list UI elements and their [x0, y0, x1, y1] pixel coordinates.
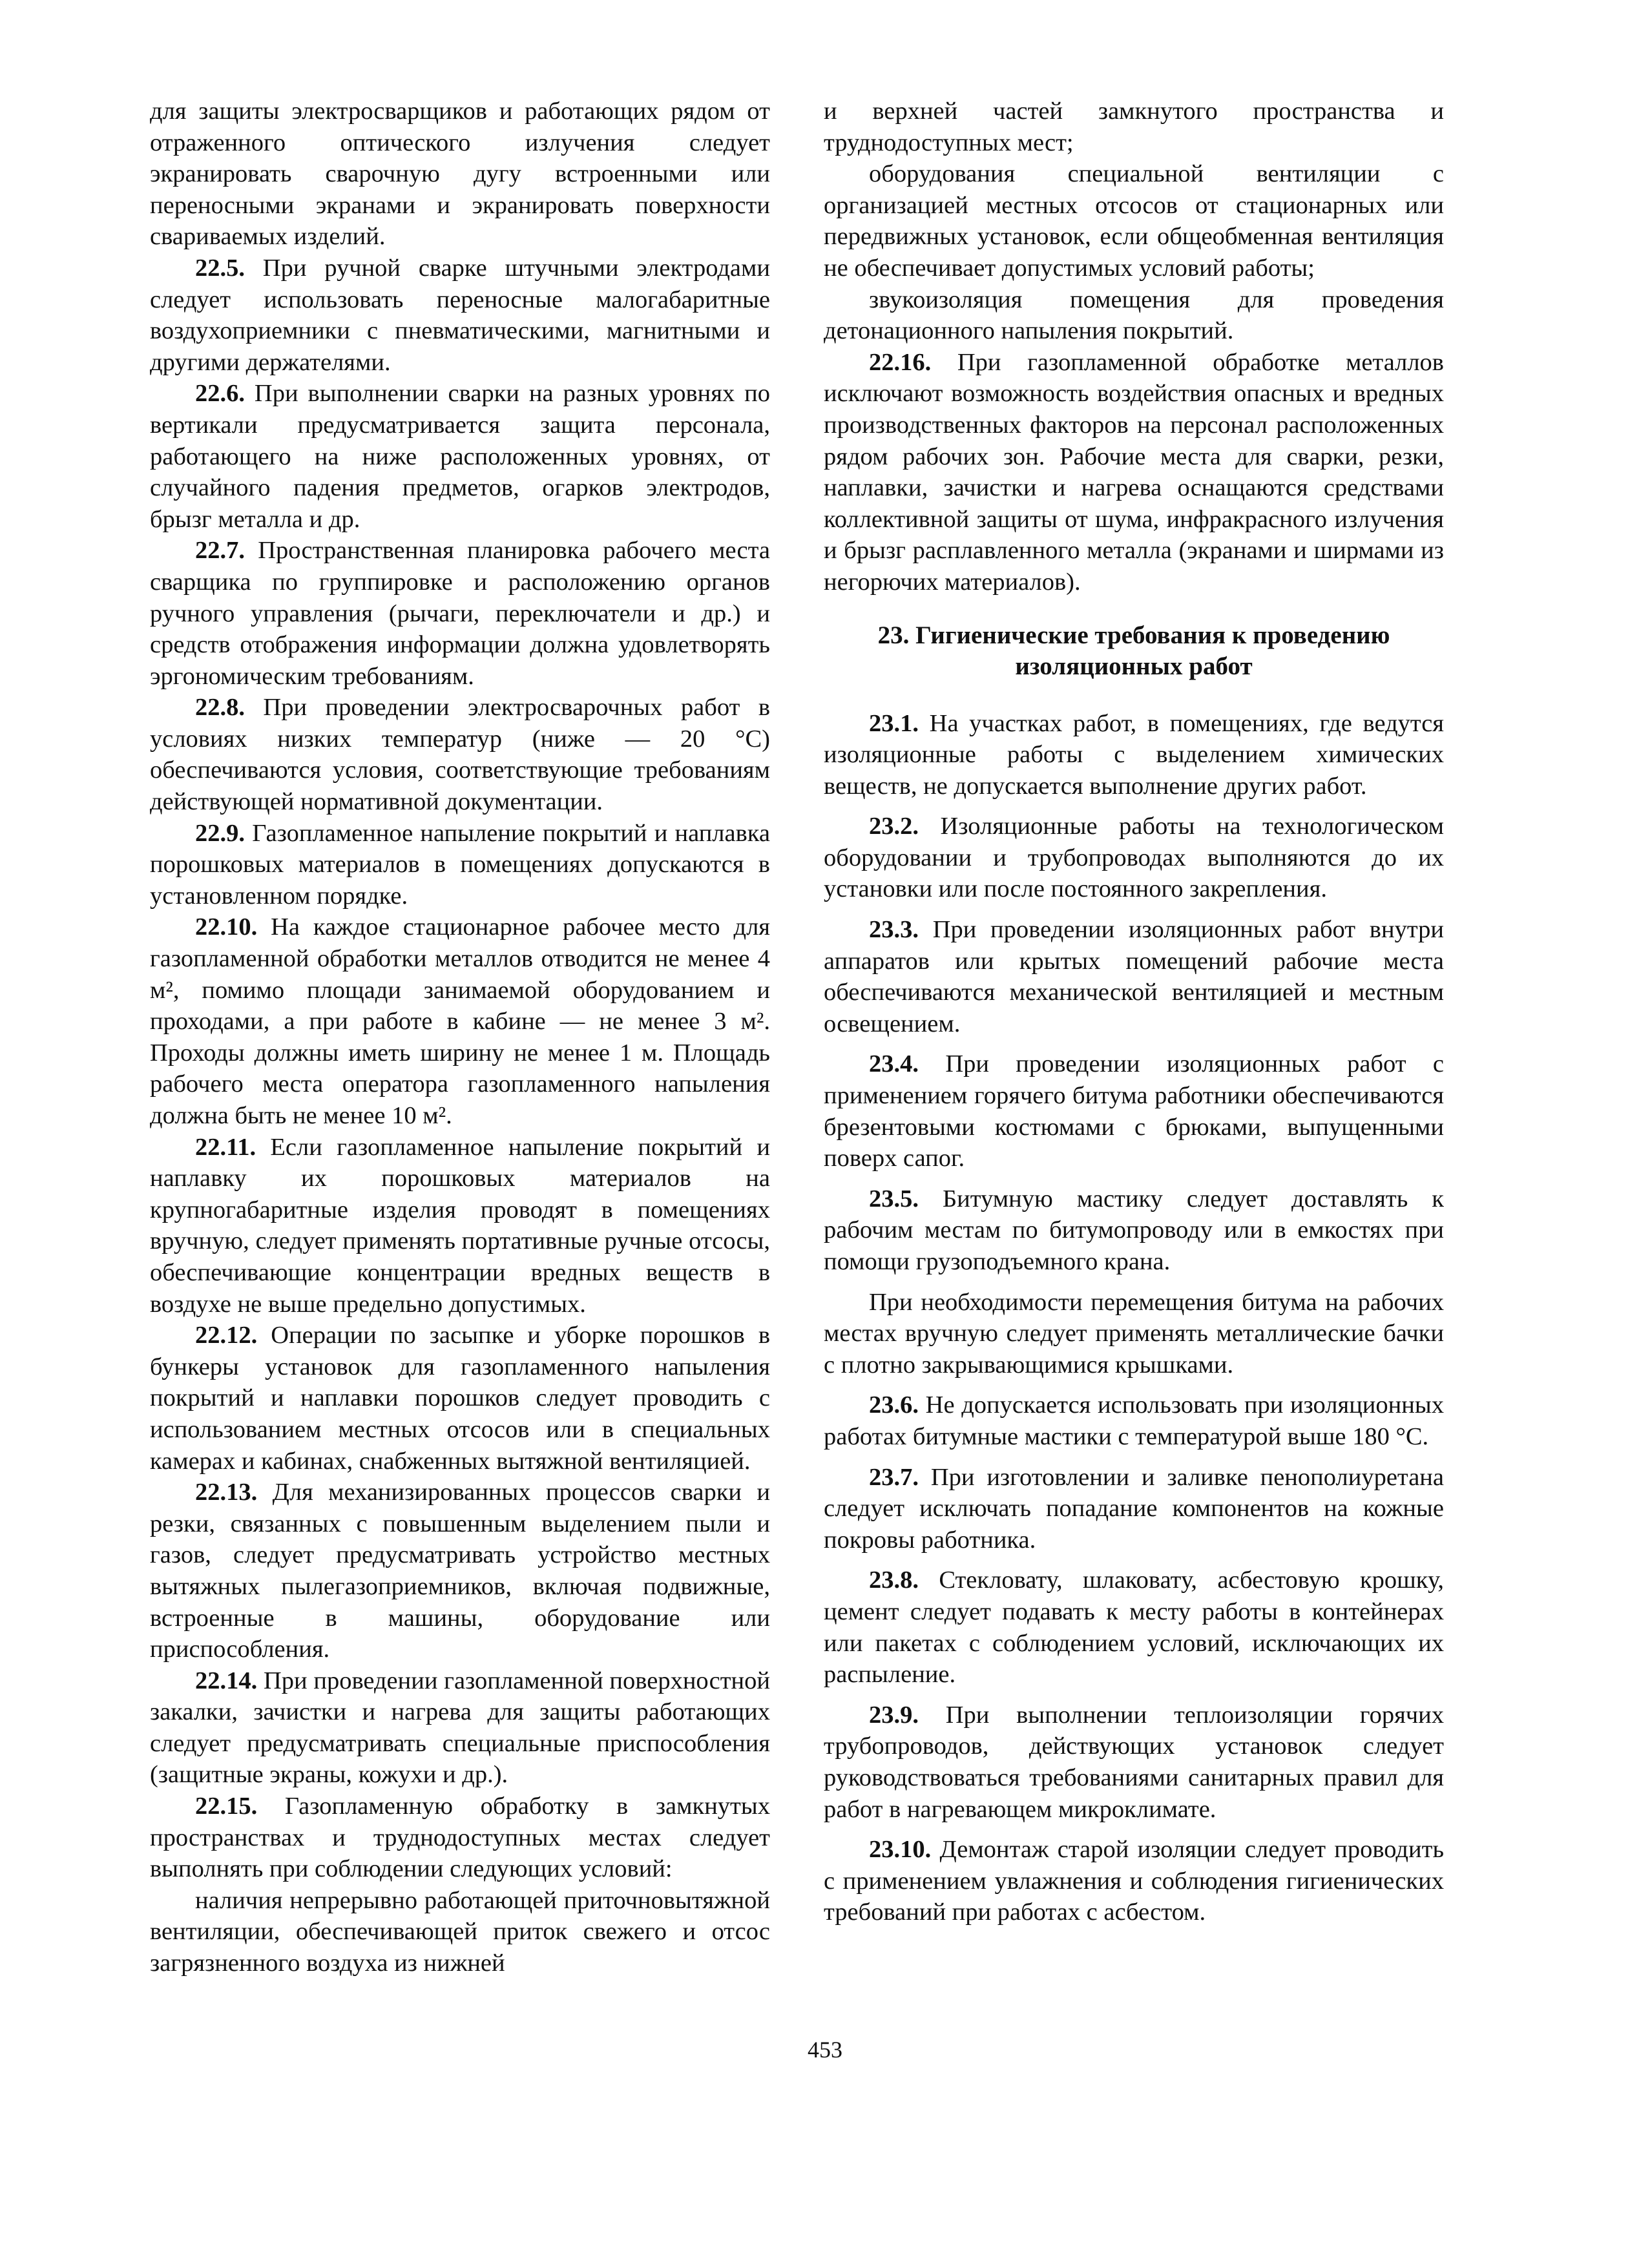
section-heading-line: 23. Гигиенические требования к проведению — [877, 621, 1390, 649]
paragraph-23-7 — [824, 1462, 1444, 1556]
clause-number: 22.11. — [195, 1133, 256, 1161]
clause-number: 23.3. — [869, 916, 919, 944]
paragraph-text: Газопламенное напыление покрытий и наплавка порошковых материалов в помещениях допускаются в установленном порядке. — [150, 819, 770, 910]
paragraph-text: Операции по засыпке и уборке порошков в бункеры установок для газопламенного напыления покрытий и наплавки порошков следует проводить с использованием местных отсосов или в специальных камерах и кабинах, снабженных вытяжной вентиляцией. — [150, 1322, 770, 1475]
clause-number: 23.9. — [869, 1701, 919, 1729]
left-column — [150, 96, 770, 1979]
paragraph-23-3 — [824, 914, 1444, 1039]
paragraph-text: При необходимости перемещения битума на рабочих местах вручную следует применять металлические бачки с плотно закрывающимися крышками. — [824, 1288, 1444, 1378]
paragraph-text: При проведении электросварочных работ в условиях низких температур (ниже — 20 °С) обеспечиваются условия, соответствующие требованиям действующей нормативной документации. — [150, 694, 770, 816]
paragraph-text: Изоляционные работы на технологическом оборудовании и трубопроводах выполняются до их установки или после постоянного закрепления. — [824, 813, 1444, 903]
paragraph-text: На каждое стационарное рабочее место для газопламенной обработки металлов отводится не менее 4 м², помимо площади занимаемой оборудованием и проходами, а при работе в кабине — не менее 3 м². Проходы должны иметь ширину не менее 1 м. Площадь рабочего места оператора газопламенного напыления должна быть не менее 10 м². — [150, 913, 770, 1129]
clause-number: 23.6. — [869, 1391, 919, 1419]
paragraph-text: Газопламенную обработку в замкнутых пространствах и труднодоступных местах следует выполнять при соблюдении следующих условий: — [150, 1793, 770, 1883]
paragraph-text: На участках работ, в помещениях, где ведутся изоляционные работы с выделением химических веществ, не допускается выполнение других работ. — [824, 709, 1444, 800]
paragraph-23-4 — [824, 1048, 1444, 1174]
paragraph-text: При изготовлении и заливке пенополиуретана следует исключать попадание компонентов на кожные покровы работника. — [824, 1463, 1444, 1554]
paragraph-23-5-note — [824, 1287, 1444, 1381]
paragraph-text: для защиты электросварщиков и работающих рядом от отраженного оптического излучения следует экранировать сварочную дугу встроенными или переносными экранами и экранировать поверхности свариваемых изделий. — [150, 98, 770, 251]
paragraph-text: Не допускается использовать при изоляционных работах битумные мастики с температурой выше 180 °С. — [824, 1391, 1444, 1450]
clause-number: 22.14. — [195, 1667, 258, 1694]
paragraph-text: При газопламенной обработке металлов исключают возможность воздействия опасных и вредных производственных факторов на персонал расположенных рядом рабочих зон. Рабочие места для сварки, резки, наплавки, зачистки и нагрева оснащаются средствами коллективной защиты от шума, инфракрасного излучения и брызг расплавленного металла (экранами и ширмами из негорючих материалов). — [824, 348, 1444, 596]
clause-number: 22.6. — [195, 380, 245, 408]
clause-number: 23.4. — [869, 1050, 919, 1078]
paragraph-23-1 — [824, 708, 1444, 802]
clause-number: 23.7. — [869, 1463, 919, 1491]
right-column — [824, 96, 1444, 1928]
paragraph-23-10 — [824, 1834, 1444, 1928]
paragraph-text: оборудования специальной вентиляции с организацией местных отсосов от стационарных или передвижных установок, если общеобменная вентиляция не обеспечивает допустимых условий работы; — [824, 160, 1444, 282]
paragraph-text: Битумную мастику следует доставлять к рабочим местам по битумопроводу или в емкостях при помощи грузоподъемного крана. — [824, 1185, 1444, 1275]
paragraph-23-2 — [824, 811, 1444, 905]
paragraph-text: При проведении изоляционных работ внутри аппаратов или крытых помещений рабочие места обеспечиваются механической вентиляцией и местным освещением. — [824, 916, 1444, 1037]
paragraph-text: Стекловату, шлаковату, асбестовую крошку, цемент следует подавать к месту работы в контейнерах или пакетах с соблюдением условий, исключающих их распыление. — [824, 1566, 1444, 1689]
paragraph-22-6 — [150, 378, 770, 535]
paragraph-condition — [824, 158, 1444, 284]
paragraph-text: Демонтаж старой изоляции следует проводить с применением увлажнения и соблюдения гигиенических требований при работах с асбестом. — [824, 1836, 1444, 1926]
paragraph-text: наличия непрерывно работающей приточновытяжной вентиляции, обеспечивающей приток свежего и отсос загрязненного воздуха из нижней — [150, 1886, 770, 1977]
paragraph-text: При ручной сварке штучными электродами следует использовать переносные малогабаритные воздухоприемники с пневматическими, магнитными и другими держателями. — [150, 254, 770, 376]
paragraph-22-16 — [824, 347, 1444, 598]
clause-number: 23.8. — [869, 1566, 919, 1594]
section-heading-line: изоляционных работ — [1015, 652, 1253, 680]
clause-number: 22.5. — [195, 254, 245, 282]
clause-number: 23.10. — [869, 1836, 932, 1864]
paragraph-text: Для механизированных процессов сварки и резки, связанных с повышенным выделением пыли и газов, следует предусматривать устройство местных вытяжных пылегазоприемников, включая подвижные, встроенные в машины, оборудование или приспособления. — [150, 1479, 770, 1663]
paragraph-22-5 — [150, 253, 770, 378]
clause-number: 22.16. — [869, 348, 932, 376]
clause-number: 22.7. — [195, 537, 245, 565]
paragraph-text: и верхней частей замкнутого пространства и труднодоступных мест; — [824, 98, 1444, 156]
paragraph-22-14 — [150, 1665, 770, 1791]
clause-number: 22.13. — [195, 1479, 258, 1506]
paragraph-condition — [150, 1885, 770, 1979]
paragraph-22-8 — [150, 692, 770, 817]
paragraph-22-12 — [150, 1320, 770, 1477]
clause-number: 22.15. — [195, 1793, 258, 1820]
paragraph-23-9 — [824, 1700, 1444, 1825]
paragraph-text: звукоизоляция помещения для проведения детонационного напыления покрытий. — [824, 286, 1444, 345]
section-heading — [824, 620, 1444, 682]
paragraph-22-7 — [150, 535, 770, 692]
paragraph-text: Если газопламенное напыление покрытий и наплавку их порошковых материалов на крупногабаритные изделия проводят в помещениях вручную, следует применять портативные ручные отсосы, обеспечивающие концентрации вредных веществ в воздухе не выше предельно допустимых. — [150, 1133, 770, 1318]
clause-number: 22.9. — [195, 819, 245, 847]
paragraph-text: При проведении газопламенной поверхностной закалки, зачистки и нагрева для защиты работающих следует предусматривать специальные приспособления (защитные экраны, кожухи и др.). — [150, 1667, 770, 1789]
paragraph-text: При выполнении теплоизоляции горячих трубопроводов, действующих установок следует руководствоваться требованиями санитарных правил для работ в нагревающем микроклимате. — [824, 1701, 1444, 1823]
paragraph-22-11 — [150, 1132, 770, 1320]
paragraph-23-8 — [824, 1565, 1444, 1690]
clause-number: 23.2. — [869, 813, 919, 840]
paragraph-text: Пространственная планировка рабочего места сварщика по группировке и расположению органов ручного управления (рычаги, переключатели и др.) и средств отображения информации должна удовлетворять эргономическим требованиям. — [150, 537, 770, 690]
clause-number: 22.10. — [195, 913, 258, 941]
page-number: 453 — [808, 2037, 842, 2063]
paragraph-23-5 — [824, 1183, 1444, 1278]
clause-number: 22.8. — [195, 694, 245, 722]
clause-number: 22.12. — [195, 1322, 258, 1349]
paragraph-text: При выполнении сварки на разных уровнях по вертикали предусматривается защита персонала, работающего на ниже расположенных уровнях, от случайного падения предметов, огарков электродов, брызг металла и др. — [150, 380, 770, 533]
paragraph-continued — [150, 96, 770, 253]
paragraph-continued — [824, 96, 1444, 158]
paragraph-23-6 — [824, 1389, 1444, 1452]
clause-number: 23.1. — [869, 709, 919, 737]
paragraph-text: При проведении изоляционных работ с применением горячего битума работники обеспечиваются брезентовыми костюмами с брюками, выпущенными поверх сапог. — [824, 1050, 1444, 1172]
clause-number: 23.5. — [869, 1185, 919, 1212]
paragraph-22-15 — [150, 1791, 770, 1885]
paragraph-condition — [824, 284, 1444, 347]
paragraph-22-10 — [150, 911, 770, 1131]
paragraph-22-9 — [150, 818, 770, 912]
paragraph-22-13 — [150, 1477, 770, 1665]
